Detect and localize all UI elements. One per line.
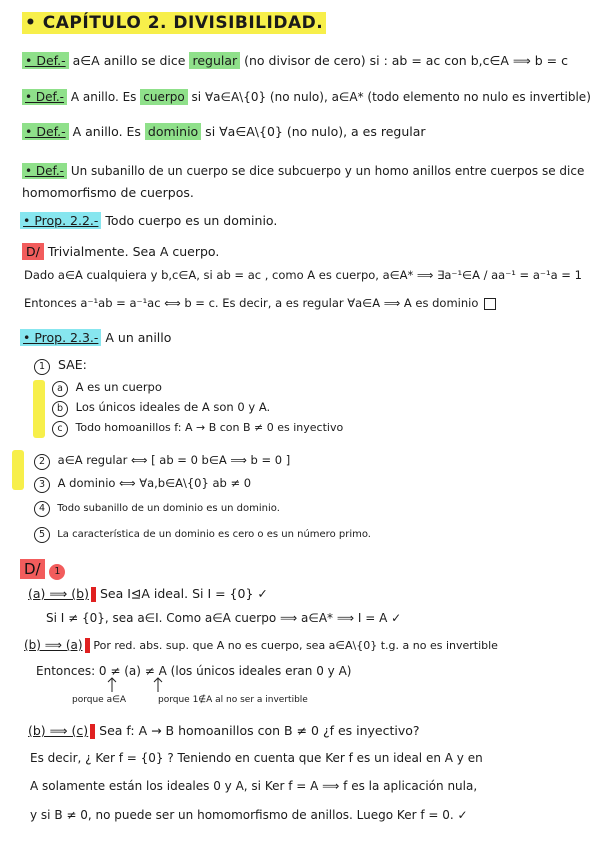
proof-text: Es decir, ¿ Ker f = {0} ? Teniendo en cuenta que Ker f es un ideal en A y en [30, 751, 483, 765]
chapter-title [22, 14, 326, 32]
proof-label: D/ [22, 243, 44, 260]
def-term: cuerpo [140, 89, 187, 105]
proof-step-b-c [28, 722, 420, 740]
proof-text: Sea f: A → B homoanillos con B ≠ 0 ¿f es inyectivo? [99, 723, 420, 738]
item-number: 3 [34, 477, 50, 493]
def-term: dominio [145, 123, 201, 140]
item-text: Todo subanillo de un dominio es un dominio. [57, 503, 280, 514]
def-label: • Def.- [22, 123, 69, 140]
proof-2-2-line1 [22, 243, 219, 261]
item-text: Los únicos ideales de A son 0 y A. [75, 400, 271, 414]
implication-label: (b) ⟹ (c) [28, 723, 89, 738]
item-number: 2 [34, 454, 50, 470]
prop-2-3-item-4 [34, 500, 280, 518]
def-label: • Def.- [22, 52, 69, 69]
proof-2-2-line2 [24, 266, 582, 284]
item-text: A dominio ⟺ ∀a,b∈A\{0} ab ≠ 0 [57, 476, 252, 490]
def-text: a∈A anillo se dice [72, 53, 190, 68]
item-letter: c [52, 421, 68, 437]
def-text: si ∀a∈A\{0} (no nulo), a∈A* (todo elemento no nulo es invertible) [187, 90, 591, 104]
def-text: (no divisor de cero) si : ab = ac con b,c∈A ⟹ b = c [240, 53, 569, 68]
definition-cuerpo [22, 88, 591, 106]
prop-2-3-item-1b [52, 398, 270, 417]
chapter-title-text: • CAPÍTULO 2. DIVISIBILIDAD. [22, 12, 326, 34]
red-mark [91, 587, 96, 602]
proof-text: Entonces a⁻¹ab = a⁻¹ac ⟺ b = c. Es decir, a es regular ∀a∈A ⟹ A es dominio [24, 296, 479, 310]
proof-2-3-header [20, 560, 69, 580]
prop-2-3-item-3 [34, 474, 251, 493]
proof-step-b-a [24, 636, 498, 655]
proof-text: Si I ≠ {0}, sea a∈I. Como a∈A cuerpo ⟹ a∈A* ⟹ I = A ✓ [46, 611, 402, 625]
proposition-2-3 [20, 329, 171, 347]
proposition-2-2 [20, 212, 277, 230]
prop-2-3-item-1c [52, 419, 343, 437]
proof-step-a-b [28, 585, 268, 603]
def-text: si ∀a∈A\{0} (no nulo), a es regular [201, 124, 426, 139]
red-mark [85, 638, 90, 653]
definition-dominio [22, 123, 426, 141]
definition-regular [22, 52, 568, 70]
yellow-margin-mark [12, 450, 24, 490]
item-text: a∈A regular ⟺ [ ab = 0 b∈A ⟹ b = 0 ] [57, 453, 291, 467]
proof-text: Trivialmente. Sea A cuerpo. [47, 244, 220, 259]
item-number: 1 [49, 564, 65, 580]
proof-text: Por red. abs. sup. que A no es cuerpo, sea a∈A\{0} t.g. a no es invertible [93, 639, 498, 652]
item-text: SAE: [57, 357, 87, 372]
def-text: Un subanillo de un cuerpo se dice subcuerpo y un homo anillos entre cuerpos se dice [70, 164, 585, 178]
proof-label: D/ [20, 559, 45, 579]
proof-step-b-c-l2 [30, 749, 483, 767]
item-text: A es un cuerpo [75, 380, 162, 394]
prop-2-3-item-1a [52, 378, 162, 397]
prop-label: • Prop. 2.2.- [20, 212, 101, 229]
definition-subcuerpo-cont [22, 184, 194, 202]
item-number: 1 [34, 359, 50, 375]
proof-text: y si B ≠ 0, no puede ser un homomorfismo de anillos. Luego Ker f = 0. ✓ [30, 808, 468, 822]
proof-step-a-b-cont [46, 609, 401, 627]
prop-text: Todo cuerpo es un dominio. [105, 213, 278, 228]
prop-text: A un anillo [105, 330, 172, 345]
def-text: A anillo. Es [70, 90, 141, 104]
def-term: regular [189, 52, 240, 69]
item-number: 5 [34, 527, 50, 543]
implication-label: (b) ⟹ (a) [24, 638, 83, 652]
prop-2-3-item-1 [34, 356, 87, 375]
proof-step-b-c-l4 [30, 806, 468, 824]
annotation-note: porque a∈A [72, 695, 127, 705]
implication-label: (a) ⟹ (b) [28, 586, 89, 601]
def-text: homomorfismo de cuerpos. [22, 185, 194, 200]
proof-text: Entonces: 0 ≠ (a) ≠ A (los únicos ideales eran 0 y A) [36, 664, 352, 678]
proof-text: A solamente están los ideales 0 y A, si Ker f = A ⟹ f es la aplicación nula, [30, 779, 478, 793]
proof-text: Dado a∈A cualquiera y b,c∈A, si ab = ac , como A es cuerpo, a∈A* ⟹ ∃a⁻¹∈A / aa⁻¹ = a⁻¹a = 1 [24, 268, 582, 282]
def-label: • Def.- [22, 163, 67, 179]
prop-label: • Prop. 2.3.- [20, 329, 101, 346]
qed-box-icon [484, 298, 496, 310]
item-number: 4 [34, 501, 50, 517]
item-letter: b [52, 401, 68, 417]
proof-2-2-line3 [24, 294, 496, 312]
def-text: A anillo. Es [72, 124, 145, 139]
proof-text: Sea I⊴A ideal. Si I = {0} ✓ [99, 586, 268, 601]
item-text: Todo homoanillos f: A → B con B ≠ 0 es inyectivo [75, 421, 344, 434]
yellow-margin-mark [33, 380, 45, 438]
red-mark [90, 724, 95, 739]
prop-2-3-item-5 [34, 526, 371, 544]
def-label: • Def.- [22, 89, 67, 105]
proof-step-b-c-l3 [30, 777, 477, 795]
item-letter: a [52, 381, 68, 397]
annotation-note: porque 1∉A al no ser a invertible [158, 695, 308, 705]
definition-subcuerpo [22, 162, 584, 180]
item-text: La característica de un dominio es cero o es un número primo. [57, 529, 371, 540]
prop-2-3-item-2 [34, 451, 290, 470]
